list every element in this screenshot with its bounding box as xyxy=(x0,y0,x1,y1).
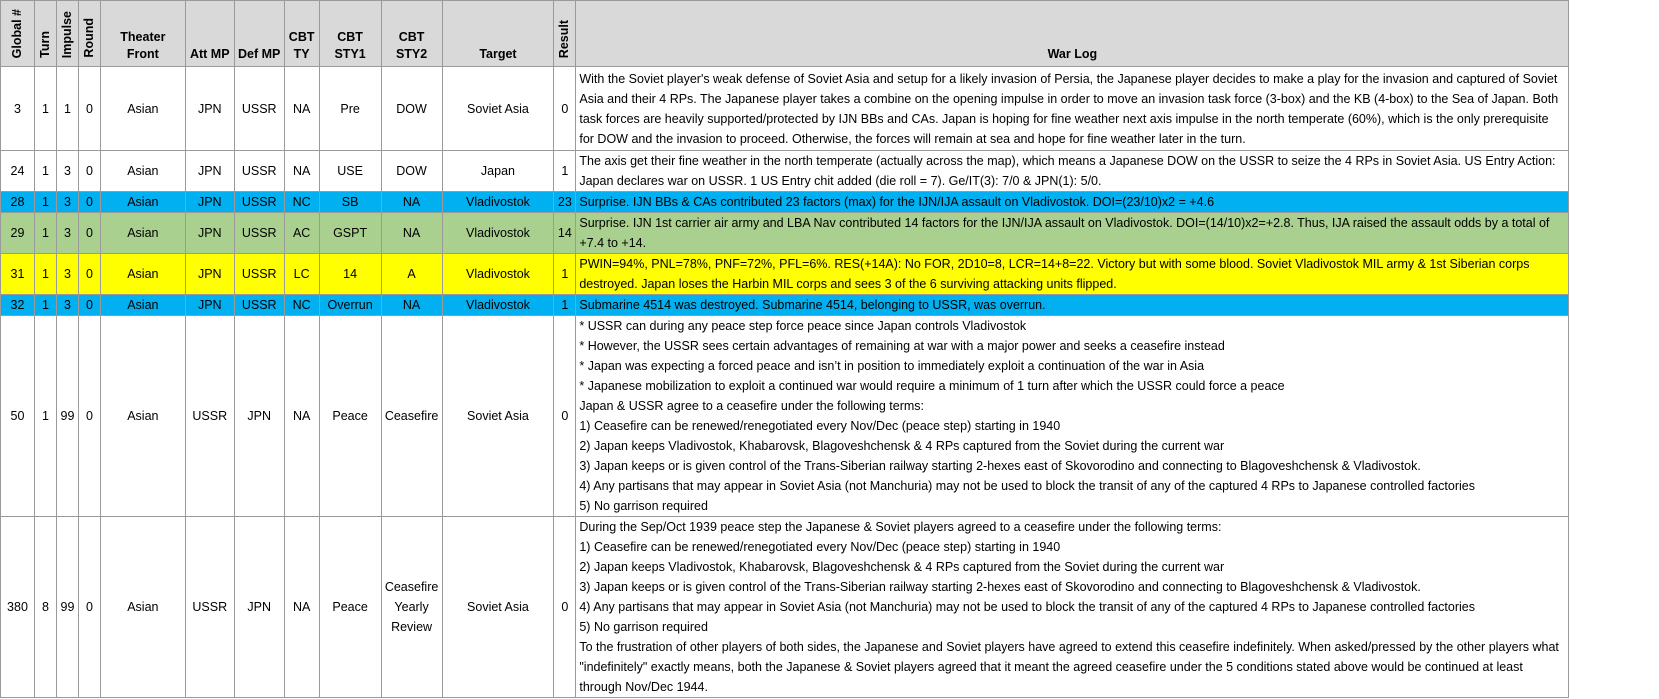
cell-cbt-sty2[interactable]: NA xyxy=(381,192,442,213)
cell-theater-front[interactable]: Asian xyxy=(100,316,185,517)
header-turn[interactable]: Turn xyxy=(34,1,56,67)
cell-cbt-ty[interactable]: NC xyxy=(284,295,319,316)
cell-att-mp[interactable]: JPN xyxy=(185,254,234,295)
cell-cbt-ty[interactable]: NA xyxy=(284,517,319,698)
cell-impulse[interactable]: 99 xyxy=(56,316,78,517)
war-log-line: 2) Japan keeps Vladivostok, Khabarovsk, Blagoveshchensk & 4 RPs captured from the Soviet during the current war xyxy=(579,560,1225,574)
cell-cbt-sty1[interactable]: USE xyxy=(319,151,381,192)
cell-result[interactable]: 0 xyxy=(554,67,576,151)
war-log-line: 1) Ceasefire can be renewed/renegotiated every Nov/Dec (peace step) starting in 1940 xyxy=(579,540,1061,554)
header-round[interactable]: Round xyxy=(78,1,100,67)
cell-round[interactable]: 0 xyxy=(78,213,100,254)
cell-att-mp[interactable]: JPN xyxy=(185,192,234,213)
cell-impulse[interactable]: 3 xyxy=(56,213,78,254)
cell-cbt-ty[interactable]: NA xyxy=(284,67,319,151)
cell-att-mp[interactable]: USSR xyxy=(185,316,234,517)
war-log-line: * Japan was expecting a forced peace and isn’t in position to immediately exploit a continuation of the war in Asia xyxy=(579,359,1205,373)
cell-target[interactable]: Soviet Asia xyxy=(442,517,554,698)
war-log-line: 2) Japan keeps Vladivostok, Khabarovsk, Blagoveshchensk & 4 RPs captured from the Soviet during the current war xyxy=(579,439,1225,453)
cell-turn[interactable]: 1 xyxy=(34,213,56,254)
cell-cbt-sty2[interactable]: NA xyxy=(381,295,442,316)
empty-cell xyxy=(1569,192,1659,213)
cell-global[interactable]: 28 xyxy=(1,192,35,213)
cell-cbt-sty1[interactable]: Pre xyxy=(319,67,381,151)
cell-round[interactable]: 0 xyxy=(78,295,100,316)
cell-def-mp[interactable]: USSR xyxy=(234,192,284,213)
war-log-line: Japan & USSR agree to a ceasefire under the following terms: xyxy=(579,399,924,413)
cell-global[interactable]: 50 xyxy=(1,316,35,517)
table-row xyxy=(1,295,1659,316)
cell-target[interactable]: Vladivostok xyxy=(442,254,554,295)
cell-cbt-ty[interactable]: NA xyxy=(284,151,319,192)
empty-column xyxy=(1569,1,1659,67)
cell-result[interactable]: 23 xyxy=(554,192,576,213)
war-log-line: 3) Japan keeps or is given control of the Trans-Siberian railway starting 2-hexes east of Skovorodino and connecting to Blagoveshchensk & Vladivostok. xyxy=(579,580,1421,594)
war-log-line: 4) Any partisans that may appear in Soviet Asia (not Manchuria) may not be used to block the transit of any of the captured 4 RPs to Japanese controlled factories xyxy=(579,479,1475,493)
cell-theater-front[interactable]: Asian xyxy=(100,295,185,316)
cell-theater-front[interactable]: Asian xyxy=(100,517,185,698)
cell-cbt-sty1[interactable]: Peace xyxy=(319,517,381,698)
cell-target[interactable]: Japan xyxy=(442,151,554,192)
empty-cell xyxy=(1569,254,1659,295)
cell-war-log[interactable] xyxy=(576,295,1569,316)
cell-def-mp[interactable]: USSR xyxy=(234,67,284,151)
cell-war-log[interactable] xyxy=(576,192,1569,213)
war-log-line: * USSR can during any peace step force peace since Japan controls Vladivostok xyxy=(579,319,1027,333)
table-row xyxy=(1,213,1659,254)
war-log-line: The axis get their fine weather in the north temperate (actually across the map), which means a Japanese DOW on the USSR to seize the 4 RPs in Soviet Asia. US Entry Action: Japan declares war on USSR. 1 US Entry chit added (die roll = 7). Ge/IT(3): 7/0 & JPN(1): 5/0. xyxy=(579,154,1556,188)
cell-global[interactable]: 32 xyxy=(1,295,35,316)
header-theater-front[interactable]: Theater Front xyxy=(100,1,185,67)
cell-cbt-sty1[interactable]: Peace xyxy=(319,316,381,517)
war-log-line: 5) No garrison required xyxy=(579,499,708,513)
cell-global[interactable]: 380 xyxy=(1,517,35,698)
table-row xyxy=(1,316,1659,517)
cell-global[interactable]: 29 xyxy=(1,213,35,254)
war-log-line: 3) Japan keeps or is given control of the Trans-Siberian railway starting 2-hexes east of Skovorodino and connecting to Blagoveshchensk & Vladivostok. xyxy=(579,459,1421,473)
cell-turn[interactable]: 1 xyxy=(34,316,56,517)
cell-theater-front[interactable]: Asian xyxy=(100,213,185,254)
table-row xyxy=(1,151,1659,192)
cell-war-log[interactable] xyxy=(576,254,1569,295)
war-log-line: * Japanese mobilization to exploit a continued war would require a minimum of 1 turn after which the USSR could force a peace xyxy=(579,379,1285,393)
cell-target[interactable]: Vladivostok xyxy=(442,192,554,213)
cell-cbt-sty1[interactable]: GSPT xyxy=(319,213,381,254)
cell-att-mp[interactable]: JPN xyxy=(185,67,234,151)
cell-turn[interactable]: 1 xyxy=(34,295,56,316)
war-log-line: Submarine 4514 was destroyed. Submarine 4514, belonging to USSR, was overrun. xyxy=(579,298,1046,312)
cell-turn[interactable]: 1 xyxy=(34,254,56,295)
empty-cell xyxy=(1569,517,1659,698)
cell-cbt-sty2[interactable]: DOW xyxy=(381,67,442,151)
cell-cbt-sty2[interactable]: Ceasefire xyxy=(381,316,442,517)
cell-def-mp[interactable]: JPN xyxy=(234,316,284,517)
cell-global[interactable]: 24 xyxy=(1,151,35,192)
cell-war-log[interactable] xyxy=(576,151,1569,192)
war-log-line: Surprise. IJN BBs & CAs contributed 23 factors (max) for the IJN/IJA assault on Vladivostok. DOI=(23/10)x2 = +4.6 xyxy=(579,195,1215,209)
cell-round[interactable]: 0 xyxy=(78,316,100,517)
cell-att-mp[interactable]: USSR xyxy=(185,517,234,698)
cell-round[interactable]: 0 xyxy=(78,67,100,151)
cell-result[interactable]: 14 xyxy=(554,213,576,254)
cell-war-log[interactable] xyxy=(576,316,1569,517)
cell-round[interactable]: 0 xyxy=(78,517,100,698)
empty-cell xyxy=(1569,67,1659,151)
cell-result[interactable]: 1 xyxy=(554,254,576,295)
header-cbt-sty2[interactable]: CBT STY2 xyxy=(381,1,442,67)
cell-def-mp[interactable]: USSR xyxy=(234,213,284,254)
war-log-line: To the frustration of other players of both sides, the Japanese and Soviet players have agreed to extend this ceasefire indefinitely. When asked/pressed by the other players what "indefinitely" exactly means, both the Japanese & Soviet players agreed that it meant the agreed ceasefire under the 5 conditions stated above would be continued at least through Nov/Dec 1944. xyxy=(579,640,1559,694)
header-row xyxy=(1,1,1659,67)
war-log-line: 1) Ceasefire can be renewed/renegotiated every Nov/Dec (peace step) starting in 1940 xyxy=(579,419,1061,433)
cell-round[interactable]: 0 xyxy=(78,151,100,192)
cell-def-mp[interactable]: USSR xyxy=(234,151,284,192)
war-log-line: * However, the USSR sees certain advantages of remaining at war with a major power and seeks a ceasefire instead xyxy=(579,339,1225,353)
war-log-line: With the Soviet player's weak defense of Soviet Asia and setup for a likely invasion of Persia, the Japanese player decides to make a play for the invasion and captured of Soviet Asia and their 4 RPs. The Japanese player takes a combine on the opening impulse in order to move an invasion task force (3-box) and the KB (4-box) to the Sea of Japan. Both task forces are heavily supported/protected by IJN BBs and CAs. Japan is hoping for fine weather next axis impulse in the north temperate (60%), which is the only prerequisite for DOW and the invasion to proceed. Otherwise, the forces will remain at sea and hope for fine weather later in the turn. xyxy=(579,71,1559,146)
cell-result[interactable]: 1 xyxy=(554,151,576,192)
empty-cell xyxy=(1569,316,1659,517)
cell-def-mp[interactable]: JPN xyxy=(234,517,284,698)
cell-impulse[interactable]: 3 xyxy=(56,151,78,192)
war-log-line: PWIN=94%, PNL=78%, PNF=72%, PFL=6%. RES(+14A): No FOR, 2D10=8, LCR=14+8=22. Victory but with some blood. Soviet Vladivostok MIL army & 1st Siberian corps destroyed. Japan loses the Harbin MIL corps and sees 3 of the 6 surviving attacking units flipped. xyxy=(579,257,1530,291)
cell-cbt-sty2[interactable]: Ceasefire Yearly Review xyxy=(381,517,442,698)
cell-theater-front[interactable]: Asian xyxy=(100,192,185,213)
cell-att-mp[interactable]: JPN xyxy=(185,295,234,316)
cell-cbt-sty2[interactable]: A xyxy=(381,254,442,295)
cell-impulse[interactable]: 1 xyxy=(56,67,78,151)
cell-target[interactable]: Soviet Asia xyxy=(442,316,554,517)
cell-def-mp[interactable]: USSR xyxy=(234,295,284,316)
cell-cbt-sty1[interactable]: Overrun xyxy=(319,295,381,316)
cell-cbt-ty[interactable]: NC xyxy=(284,192,319,213)
cell-cbt-ty[interactable]: AC xyxy=(284,213,319,254)
header-war-log[interactable]: War Log xyxy=(576,1,1569,67)
header-result[interactable]: Result xyxy=(554,1,576,67)
cell-global[interactable]: 31 xyxy=(1,254,35,295)
cell-def-mp[interactable]: USSR xyxy=(234,254,284,295)
cell-target[interactable]: Soviet Asia xyxy=(442,67,554,151)
cell-impulse[interactable]: 99 xyxy=(56,517,78,698)
cell-cbt-sty2[interactable]: DOW xyxy=(381,151,442,192)
cell-impulse[interactable]: 3 xyxy=(56,192,78,213)
cell-theater-front[interactable]: Asian xyxy=(100,151,185,192)
war-log-line: During the Sep/Oct 1939 peace step the Japanese & Soviet players agreed to a ceasefire under the following terms: xyxy=(579,520,1222,534)
war-log-line: 4) Any partisans that may appear in Soviet Asia (not Manchuria) may not be used to block the transit of any of the captured 4 RPs to Japanese controlled factories xyxy=(579,600,1475,614)
empty-cell xyxy=(1569,151,1659,192)
war-log-line: Surprise. IJN 1st carrier air army and LBA Nav contributed 14 factors for the IJN/IJA assault on Vladivostok. DOI=(14/10)x2=+2.8. Thus, IJA raised the assault odds by a total of +7.4 to +14. xyxy=(579,216,1550,250)
war-log-line: 5) No garrison required xyxy=(579,620,708,634)
cell-att-mp[interactable]: JPN xyxy=(185,151,234,192)
header-impulse[interactable]: Impulse xyxy=(56,1,78,67)
cell-war-log[interactable] xyxy=(576,517,1569,698)
header-def-mp[interactable]: Def MP xyxy=(234,1,284,67)
cell-target[interactable]: Vladivostok xyxy=(442,213,554,254)
header-cbt-ty[interactable]: CBT TY xyxy=(284,1,319,67)
cell-turn[interactable]: 1 xyxy=(34,192,56,213)
cell-target[interactable]: Vladivostok xyxy=(442,295,554,316)
header-global[interactable]: Global # xyxy=(1,1,35,67)
cell-theater-front[interactable]: Asian xyxy=(100,67,185,151)
empty-cell xyxy=(1569,213,1659,254)
cell-war-log[interactable] xyxy=(576,67,1569,151)
cell-cbt-ty[interactable]: LC xyxy=(284,254,319,295)
cell-att-mp[interactable]: JPN xyxy=(185,213,234,254)
header-att-mp[interactable]: Att MP xyxy=(185,1,234,67)
cell-cbt-sty1[interactable]: 14 xyxy=(319,254,381,295)
header-target[interactable]: Target xyxy=(442,1,554,67)
cell-turn[interactable]: 1 xyxy=(34,67,56,151)
table-row xyxy=(1,67,1659,151)
cell-war-log[interactable] xyxy=(576,213,1569,254)
cell-cbt-sty1[interactable]: SB xyxy=(319,192,381,213)
cell-cbt-sty2[interactable]: NA xyxy=(381,213,442,254)
cell-result[interactable]: 1 xyxy=(554,295,576,316)
cell-cbt-ty[interactable]: NA xyxy=(284,316,319,517)
table-row xyxy=(1,192,1659,213)
header-cbt-sty1[interactable]: CBT STY1 xyxy=(319,1,381,67)
table-row xyxy=(1,254,1659,295)
cell-impulse[interactable]: 3 xyxy=(56,295,78,316)
empty-cell xyxy=(1569,295,1659,316)
cell-round[interactable]: 0 xyxy=(78,254,100,295)
cell-impulse[interactable]: 3 xyxy=(56,254,78,295)
table-row xyxy=(1,517,1659,698)
cell-turn[interactable]: 1 xyxy=(34,151,56,192)
table-body xyxy=(1,67,1659,698)
cell-result[interactable]: 0 xyxy=(554,316,576,517)
cell-result[interactable]: 0 xyxy=(554,517,576,698)
cell-theater-front[interactable]: Asian xyxy=(100,254,185,295)
cell-turn[interactable]: 8 xyxy=(34,517,56,698)
cell-round[interactable]: 0 xyxy=(78,192,100,213)
cell-global[interactable]: 3 xyxy=(1,67,35,151)
